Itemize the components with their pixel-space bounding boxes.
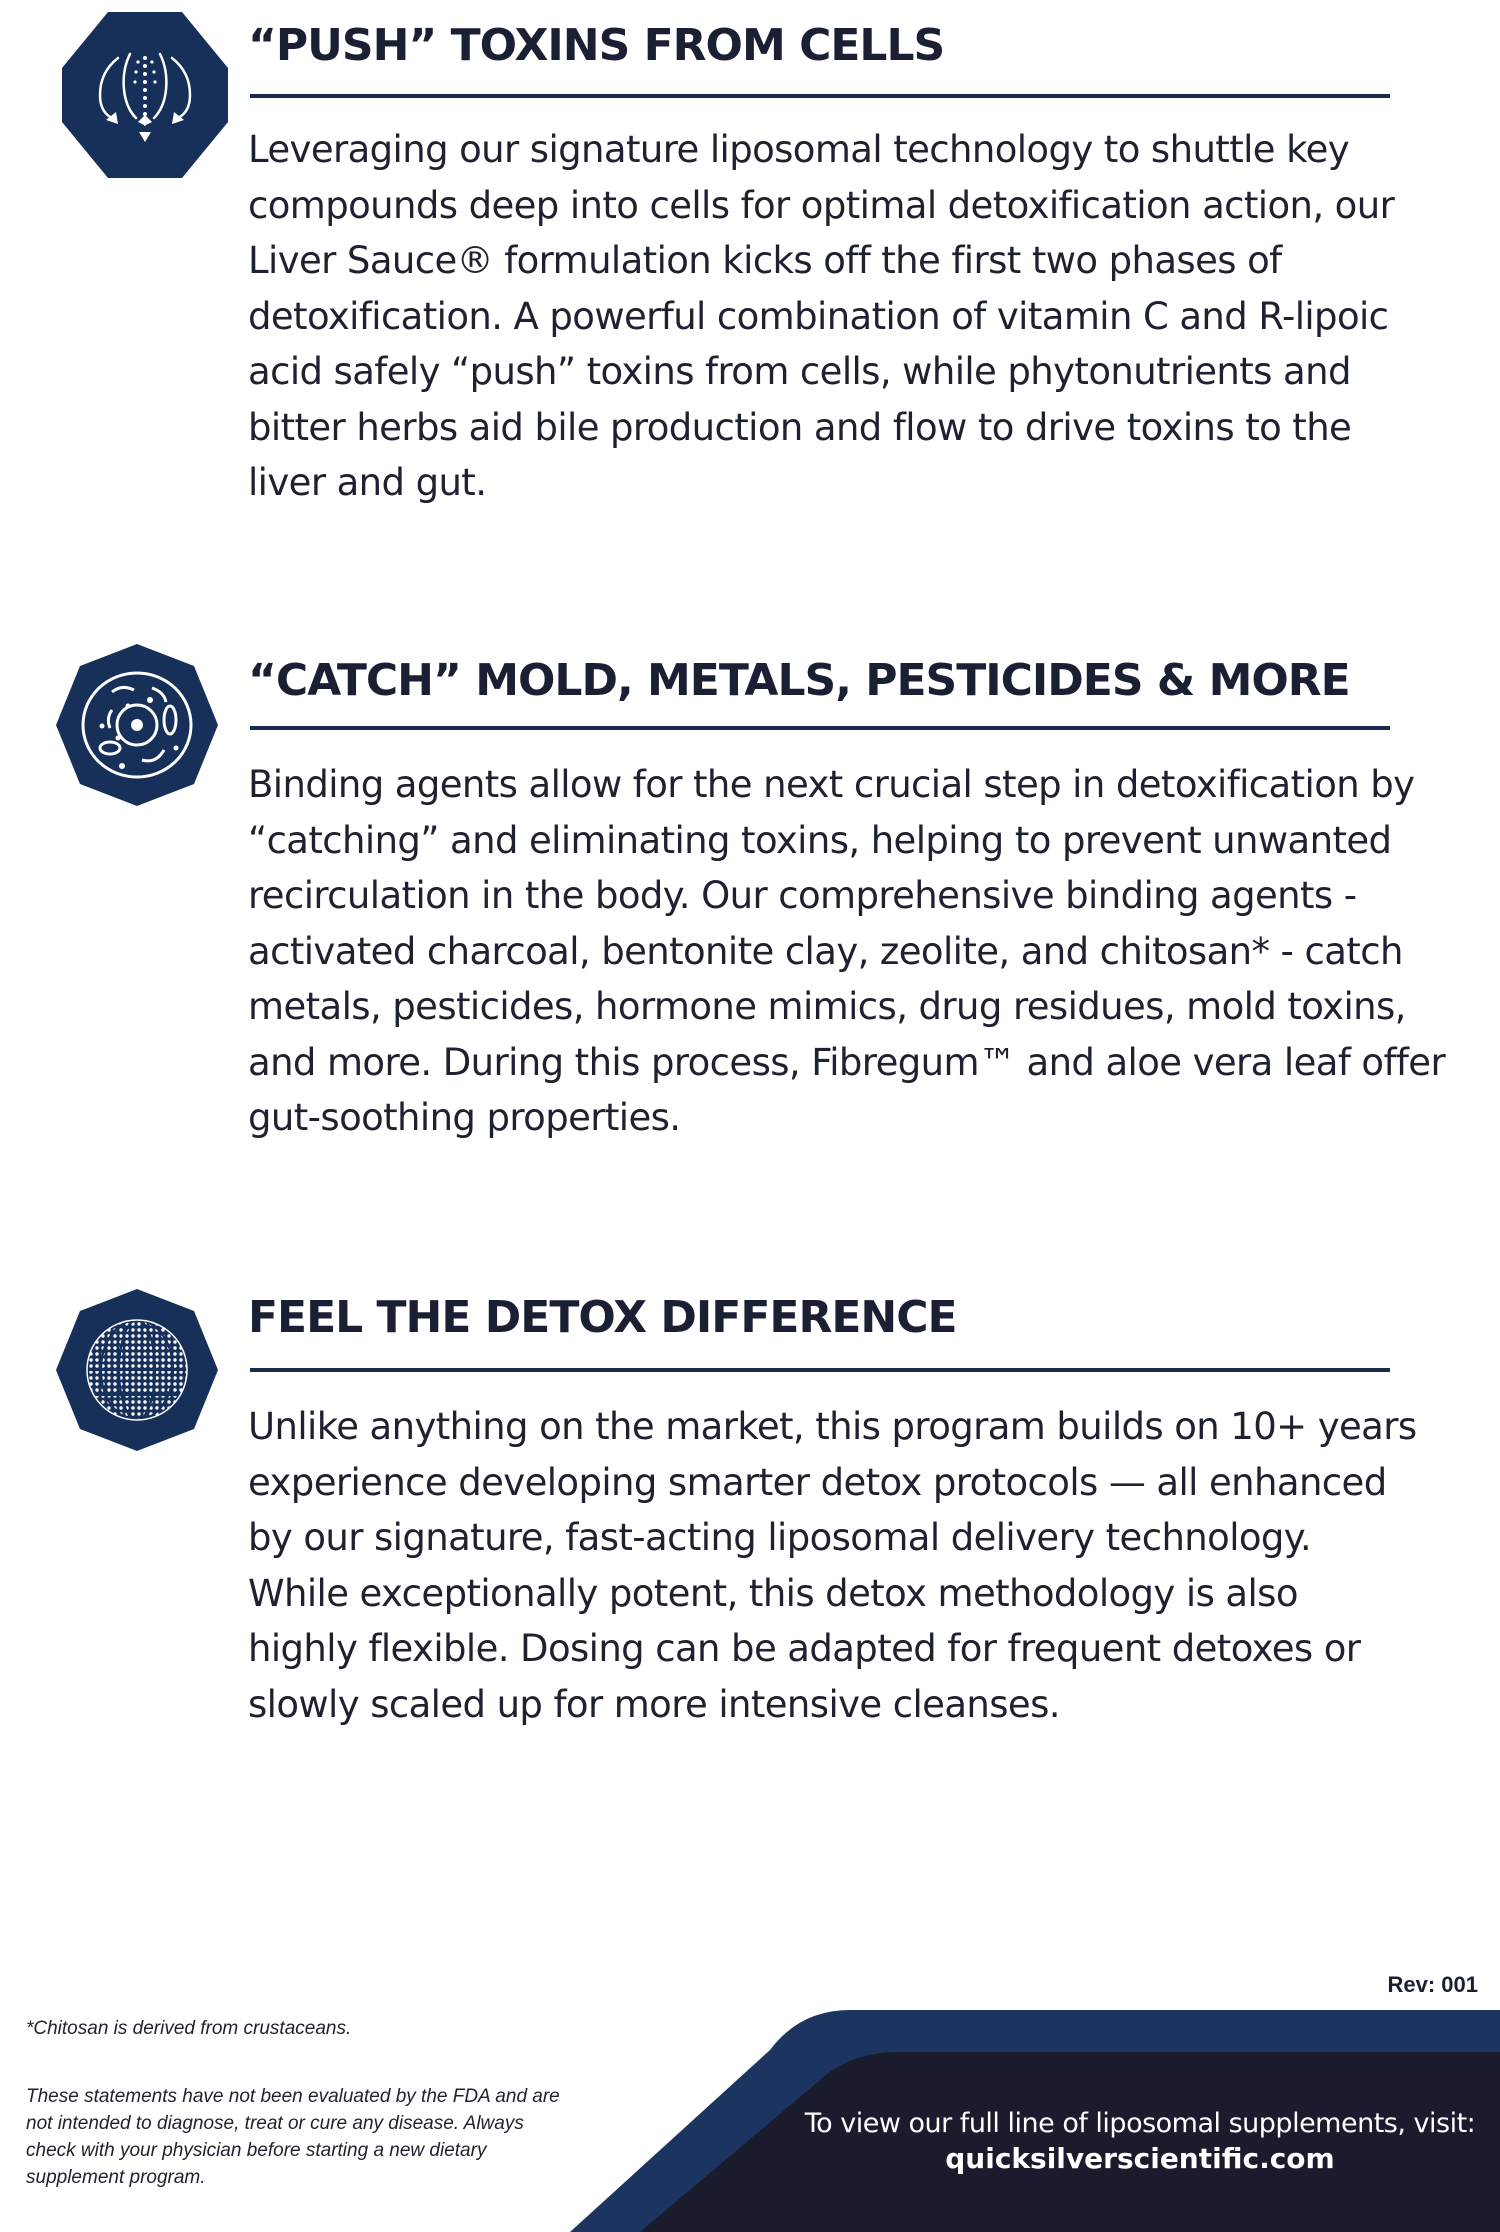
- body-line: detoxification. A powerful combination of vitamin C and R-lipoic: [248, 294, 1389, 338]
- body-line: bitter herbs aid bile production and flow to drive toxins to the: [248, 405, 1352, 449]
- cell-icon: [52, 640, 222, 810]
- body-line: compounds deep into cells for optimal detoxification action, our: [248, 183, 1395, 227]
- push-toxins-icon: [60, 10, 230, 180]
- body-line: Liver Sauce® formulation kicks off the first two phases of: [248, 239, 1282, 282]
- fda-disclaimer: [26, 2083, 626, 2191]
- section-body-push: [248, 122, 1418, 511]
- body-line: and more. During this process, Fibregum™ and aloe vera leaf offer: [248, 1040, 1446, 1084]
- disclaimer-line: These statements have not been evaluated by the FDA and are: [26, 2086, 560, 2107]
- body-line: slowly scaled up for more intensive cleanses.: [248, 1682, 1060, 1726]
- body-line: liver and gut.: [248, 461, 487, 504]
- disclaimer-line: not intended to diagnose, treat or cure any disease. Always: [26, 2113, 524, 2134]
- body-line: gut-soothing properties.: [248, 1096, 681, 1139]
- body-line: highly flexible. Dosing can be adapted for frequent detoxes or: [248, 1627, 1361, 1670]
- disclaimer-line: supplement program.: [26, 2167, 206, 2188]
- section-heading-detox: FEEL THE DETOX DIFFERENCE: [248, 1292, 957, 1343]
- chitosan-footnote: *Chitosan is derived from crustaceans.: [26, 2018, 352, 2039]
- disclaimer-line: check with your physician before starting a new dietary: [26, 2140, 487, 2161]
- body-line: acid safely “push” toxins from cells, while phytonutrients and: [248, 350, 1351, 393]
- section-body-catch: [248, 757, 1446, 1146]
- section-rule: [250, 726, 1390, 730]
- dotted-sphere-icon: [52, 1285, 222, 1455]
- body-line: Unlike anything on the market, this program builds on 10+ years: [248, 1405, 1417, 1448]
- body-line: Leveraging our signature liposomal technology to shuttle key: [248, 128, 1350, 171]
- body-line: activated charcoal, bentonite clay, zeolite, and chitosan* - catch: [248, 929, 1403, 973]
- visit-prompt: To view our full line of liposomal supplements, visit:: [804, 2108, 1476, 2139]
- section-heading-push: “PUSH” TOXINS FROM CELLS: [248, 20, 945, 71]
- body-line: “catching” and eliminating toxins, helping to prevent unwanted: [248, 818, 1392, 862]
- website-link[interactable]: quicksilverscientific.com: [945, 2142, 1335, 2175]
- section-body-detox: [248, 1399, 1418, 1732]
- body-line: metals, pesticides, hormone mimics, drug residues, mold toxins,: [248, 985, 1406, 1028]
- body-line: Binding agents allow for the next crucial step in detoxification by: [248, 763, 1415, 806]
- section-rule: [250, 1368, 1390, 1372]
- body-line: recirculation in the body. Our comprehensive binding agents -: [248, 874, 1357, 917]
- body-line: by our signature, fast-acting liposomal delivery technology.: [248, 1516, 1311, 1559]
- body-line: experience developing smarter detox protocols — all enhanced: [248, 1460, 1387, 1504]
- body-line: While exceptionally potent, this detox methodology is also: [248, 1571, 1298, 1615]
- section-rule: [250, 94, 1390, 98]
- section-heading-catch: “CATCH” MOLD, METALS, PESTICIDES & MORE: [248, 655, 1350, 706]
- revision-label: Rev: 001: [1387, 1972, 1478, 1997]
